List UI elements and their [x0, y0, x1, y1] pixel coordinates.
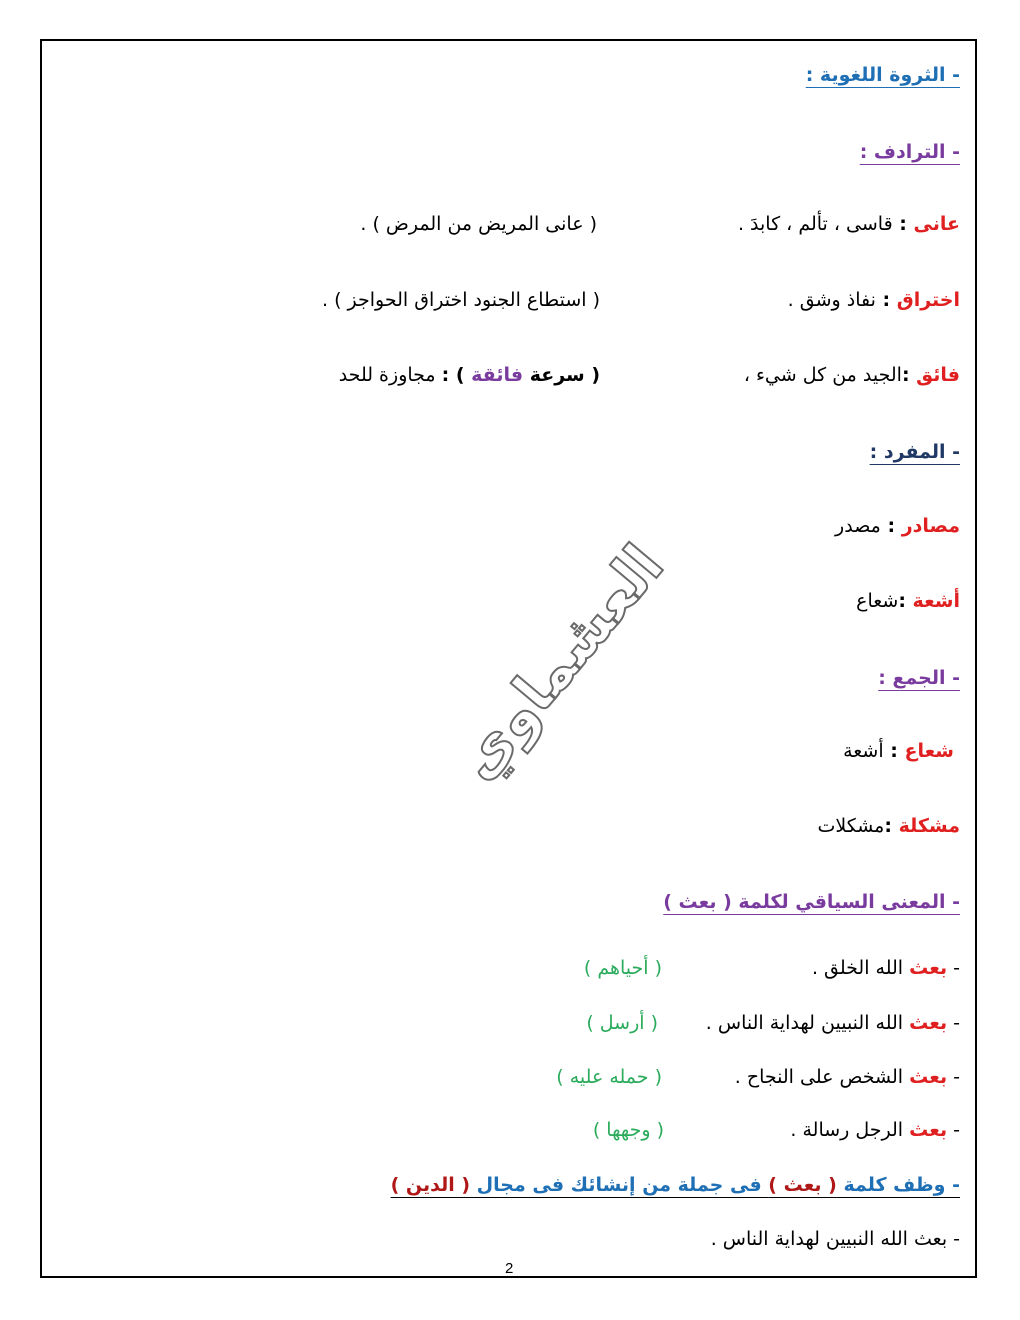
vocabulary-heading: - الثروة اللغوية : [805, 64, 960, 86]
plural-row-2 [818, 815, 961, 837]
context-sentence: الرجل رسالة . [790, 1119, 910, 1141]
context-row-2 [706, 1012, 960, 1034]
row-dash: - [947, 957, 960, 979]
plural-heading: - الجمع : [878, 667, 960, 689]
context-word: بعث [909, 1119, 948, 1141]
synonym-example-3 [339, 364, 600, 386]
example-meaning: مجاوزة للحد [338, 364, 442, 386]
context-row-3 [735, 1066, 960, 1088]
synonym-word: فائق [916, 364, 960, 386]
singular-separator: : [898, 590, 913, 612]
synonym-separator: : [901, 364, 917, 386]
synonym-meaning: نفاذ وشق . [787, 289, 876, 311]
context-sentence: الله الخلق . [811, 957, 910, 979]
example-close: ) : [441, 364, 472, 386]
context-word: بعث [909, 1012, 948, 1034]
singular-value: مصدر [835, 515, 881, 537]
singular-row-2 [856, 590, 960, 612]
synonym-word: اختراق [896, 289, 960, 311]
plural-separator: : [883, 740, 905, 762]
row-dash: - [947, 1012, 960, 1034]
usage-answer: - بعث الله النبيين لهداية الناس . [710, 1228, 960, 1250]
context-sentence: الله النبيين لهداية الناس . [705, 1012, 910, 1034]
page-number: 2 [505, 1260, 514, 1277]
synonym-separator: : [892, 213, 914, 235]
plural-word: شعاع [904, 740, 954, 762]
context-meaning-2: ( أرسل ) [586, 1012, 658, 1034]
example-word: فائقة [471, 364, 524, 386]
synonym-example-1: ( عانى المريض من المرض ) . [360, 213, 597, 235]
singular-row-1 [835, 515, 960, 537]
singular-word: مصادر [901, 515, 960, 537]
synonym-row-3 [744, 364, 960, 386]
usage-heading-field: ( الدين ) [390, 1174, 471, 1196]
plural-value: أشعة [843, 740, 884, 762]
synonym-word: عانى [913, 213, 960, 235]
plural-separator: : [884, 815, 899, 837]
singular-separator: : [880, 515, 902, 537]
context-heading: - المعنى السياقي لكلمة ( بعث ) [663, 891, 960, 913]
context-meaning-1: ( أحياهم ) [583, 957, 662, 979]
watermark: العشماوي [442, 531, 677, 793]
synonym-separator: : [875, 289, 897, 311]
synonym-meaning: الجيد من كل شيء ، [743, 364, 902, 386]
usage-heading-part: فى جملة من إنشائك فى مجال [470, 1174, 769, 1196]
synonym-meaning: قاسى ، تألم ، كابدَ . [737, 213, 893, 235]
row-dash: - [947, 1066, 960, 1088]
context-word: بعث [909, 957, 948, 979]
example-open: ( سرعة [523, 364, 600, 386]
context-meaning-4: ( وجهها ) [592, 1119, 664, 1141]
synonyms-heading: - الترادف : [859, 141, 960, 163]
synonym-example-2: ( استطاع الجنود اختراق الحواجز ) . [321, 289, 600, 311]
usage-heading [391, 1174, 960, 1196]
plural-row-1 [843, 740, 954, 762]
usage-heading-word: ( بعث ) [768, 1174, 837, 1196]
synonym-row-1 [738, 213, 960, 235]
plural-value: مشكلات [817, 815, 885, 837]
singular-value: شعاع [856, 590, 899, 612]
singular-heading: - المفرد : [869, 441, 960, 463]
usage-heading-part: - وظف كلمة [836, 1174, 960, 1196]
context-word: بعث [909, 1066, 948, 1088]
plural-word: مشكلة [898, 815, 960, 837]
context-row-4 [790, 1119, 960, 1141]
row-dash: - [947, 1119, 960, 1141]
context-meaning-3: ( حمله عليه ) [556, 1066, 662, 1088]
context-row-1 [812, 957, 960, 979]
context-sentence: الشخص على النجاح . [734, 1066, 910, 1088]
synonym-row-2 [788, 289, 960, 311]
singular-word: أشعة [912, 590, 960, 612]
